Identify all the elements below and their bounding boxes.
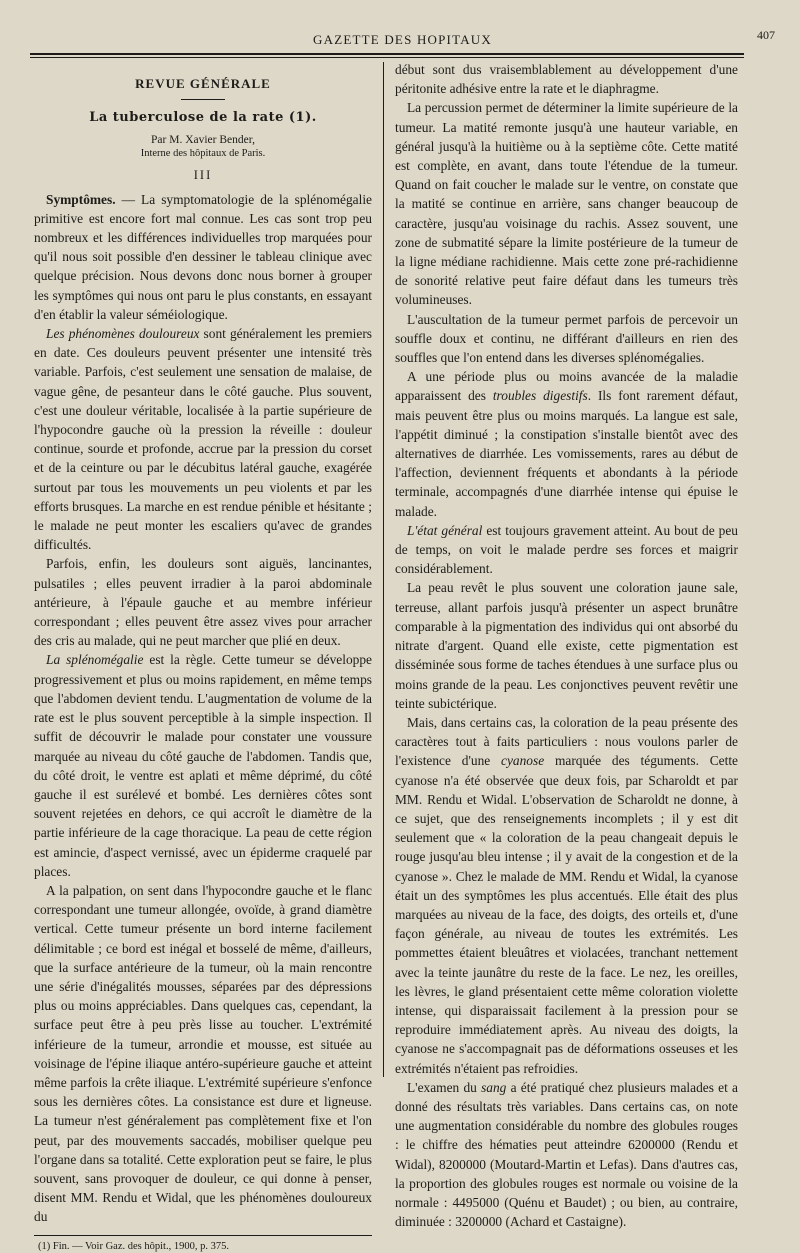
page-number: 407 bbox=[757, 28, 775, 42]
column-divider bbox=[383, 62, 384, 1077]
paragraph-text: est la règle. Cette tumeur se développe progressivement et plus ou moins rapidement, en même temps que l'abdomen devient tendu. L'augmentation de volume de la rate est le plus souvent perceptible à la simple inspection. Il suffit de découvrir le malade pour constater une voussure marquée au niveau du côté gauche de l'abdomen. Tandis que, du côté droit, le ventre est aplati et même déprimé, du côté gauche il est surélevé et bombé. Les dernières côtes sont souvent rejetées en dehors, ce qui accroît le diamètre de la partie inférieure de la cage thoracique. La peau de cette région est amincie, d'aspect vernissé, avec un épiderme craquelé par places. bbox=[34, 652, 373, 879]
paragraph-symptomes bbox=[34, 190, 372, 324]
footnote-rule bbox=[34, 1235, 372, 1236]
article-title bbox=[34, 108, 372, 127]
paragraph-text: L'examen du bbox=[407, 1079, 482, 1095]
paragraph-etat-general bbox=[395, 521, 738, 579]
right-column bbox=[395, 60, 738, 1231]
footnote: (1) Fin. — Voir Gaz. des hôpit., 1900, p. 375. bbox=[38, 1240, 229, 1252]
paragraph-peau: La peau revêt le plus souvent une coloration jaune sale, terreuse, allant parfois jusqu'à présenter un aspect brunâtre comparable à la pigmentation des individus qui ont absorbé du nitrate d'argent. Quand elle existe, cette pigmentation est disséminée sous forme de taches étendues à une surface plus ou moins grande de la peau. Les conjonctives peuvent revêtir une teinte subictérique. bbox=[395, 580, 738, 711]
article-title-text: La tuberculose de la rate bbox=[89, 110, 284, 126]
paragraph-text: a été pratiqué chez plusieurs malades et a donné des résultats très variables. Dans certains cas, on note une augmentation considérable du nombre des globules rouges : le chiffre des hématies peut atteindre 6200000 (Rendu et Widal), 8200000 (Moutard-Martin et Lefas). Dans d'autres cas, la proportion des globules rouges est normale ou voisine de la normale : 4495000 (Quénu et Baudet) ; ou bien, au contraire, diminuée : 3200000 (Achard et Castaigne). bbox=[395, 1079, 738, 1230]
left-column bbox=[34, 60, 372, 1253]
running-title: GAZETTE DES HOPITAUX bbox=[313, 32, 492, 47]
paragraph-sang bbox=[395, 1078, 738, 1232]
paragraph-text: A une période plus ou moins avancée de la maladie apparaissent des bbox=[395, 369, 738, 404]
paragraph-text: marquée des téguments. Cette cyanose n'a été observée que deux fois, par Scharoldt et par MM. Rendu et Widal. L'observation de Scharoldt ne donne, à ce sujet, que des renseignements incomplets ; il y est dit seulement que « la coloration de la peau changeait depuis le rouge jusqu'au bleu intense ; il y avait de la congestion et de la cyanose ». Chez le malade de MM. Rendu et Widal, la cyanose était un des symptômes les plus accentués. Elle était des plus marquées au niveau de la face, des doigts, des orteils et, d'une façon générale, au niveau de toutes les extrémités. Les pommettes étaient bleuâtres et violacées, tranchant nettement avec la teinte jaunâtre du reste de la face. Le nez, les oreilles, les lèvres, le gland présentaient cette même coloration violette intense, qui disparaissait facilement à la pression pour se reproduire immédiatement après. Au niveau des doigts, la cyanose ne s'accompagnait pas de déformations osseuses et les extrémités n'étaient pas refroidies. bbox=[395, 753, 738, 1076]
paragraph-splenomegalie bbox=[34, 650, 372, 880]
running-head bbox=[30, 30, 775, 50]
header-rule-top bbox=[30, 53, 744, 55]
emphasis-text: cyanose bbox=[501, 753, 545, 769]
paragraph-text: — La symptomatologie de la splénomégalie primitive est encore fort mal connue. Les cas sont trop peu nombreux et les différences individuelles trop marquées pour qu'il nous soit possible d'en dessiner le tableau clinique avec quelque précision. Nous devons donc nous borner à grouper les symptômes qui nous ont paru le plus constants, en essayant d'en établir la valeur séméiologique. bbox=[34, 191, 372, 322]
paragraph-text: . Ils font rarement défaut, mais peuvent être plus ou moins marqués. La langue est sale, l'appétit diminué ; la constipation s'installe bientôt avec des alternatives de diarrhée. Les vomissements, rares au début de l'affection, deviennent fréquents et abondants à la période terminale, accompagnés d'une diarrhée intense qui épuise le malade. bbox=[395, 388, 738, 519]
emphasis-text: sang bbox=[481, 1079, 507, 1095]
author-line: Par M. Xavier Bender, bbox=[151, 134, 255, 147]
emphasis-text: Les phénomènes douloureux bbox=[46, 326, 200, 342]
paragraph-percussion: La percussion permet de déterminer la limite supérieure de la tumeur. La matité remonte jusqu'à une hauteur variable, en général jusqu'à la huitième ou à la septième côte. Cette matité est complète, en avant, dans toute l'étendue de la tumeur. Quand on fait coucher le malade sur le ventre, on constate que la matité se continue en arrière, sans changer beaucoup de caractère, jusqu'au voisinage du rachis. Assez souvent, une zone de submatité sépare la limite postérieure de la tumeur de la ligne médiane rachidienne. Mais cette zone pré-rachidienne de sonorité relative peut faire défaut dans les tumeurs très volumineuses. bbox=[395, 100, 738, 308]
paragraph-continuation: début sont dus vraisemblablement au développement d'une péritonite adhésive entre la rate et le diaphragme. bbox=[395, 62, 738, 97]
paragraph-cyanose bbox=[395, 713, 738, 1078]
paragraph-douleurs-aigues: Parfois, enfin, les douleurs sont aiguës, lancinantes, pulsatiles ; elles peuvent irradier à la paroi abdominale antérieure, à l'épaule gauche et au membre inférieur correspondant ; elles peuvent être assez vives pour arracher des cris au malade, qui ne peut marcher que plié en deux. bbox=[34, 556, 372, 649]
part-number: III bbox=[193, 168, 213, 183]
paragraph-text: sont généralement les premiers en date. Ces douleurs peuvent présenter une intensité très variable. Parfois, c'est seulement une sensation de malaise, de vague gêne, de pesanteur dans le côté gauche. Plus souvent, c'est une douleur véritable, localisée à la partie supérieure de l'hypocondre gauche où la pression la réveille : douleur continue, sourde et profonde, accrue par la pression du corset et de la ceinture ou par le décubitus latéral gauche, exagérée surtout par tous les mouvements un peu violents et par les efforts brusques. La marche en est rendue pénible et hésitante ; le malade ne peut monter les escaliers qu'avec de grandes difficultés. bbox=[34, 326, 372, 553]
lead-word: Symptômes. bbox=[46, 191, 116, 207]
section-heading: REVUE GÉNÉRALE bbox=[135, 76, 271, 91]
paragraph-auscultation: L'auscultation de la tumeur permet parfois de percevoir un souffle doux et continu, ne différant d'ailleurs en rien des souffles que l'on entend dans les diverses splénomégalies. bbox=[395, 311, 738, 366]
paragraph-palpation: A la palpation, on sent dans l'hypocondre gauche et le flanc correspondant une tumeur allongée, ovoïde, à grand diamètre vertical. Cette tumeur présente un bord interne facilement délimitable ; ce bord est inégal et bosselé de même, d'ailleurs, que la surface antérieure de la tumeur, où la main rencontre une série d'inégalités mousses, séparées par des dépressions plus ou moins appréciables. Dans quelques cas, cependant, la surface peut être à peu près lisse au toucher. L'extrémité inférieure de la tumeur, arrondie et mousse, est située au voisinage de l'épine iliaque antéro-supérieure gauche et atteint même parfois la crête iliaque. L'extrémité supérieure s'enfonce sous les dernières côtes. La consistance est dure et ligneuse. La tumeur n'est généralement pas complètement fixe et l'on peut, par des mouvements saccadés, mobiliser quelque peu l'organe dans sa totalité. Cette exploration peut se faire, le plus souvent, sans provoquer de douleur, ce qui donne à penser, disent MM. Rendu et Widal, que les phénomènes douloureux du bbox=[34, 882, 372, 1225]
header-rule-bottom bbox=[30, 57, 744, 58]
paragraph-text: est toujours gravement atteint. Au bout de peu de temps, on voit le malade perdre ses forces et maigrir considérablement. bbox=[395, 522, 738, 577]
footnote-mark: (1). bbox=[288, 110, 317, 126]
paragraph-douleurs bbox=[34, 324, 372, 554]
author-affiliation: Interne des hôpitaux de Paris. bbox=[140, 148, 266, 160]
paragraph-text: Mais, dans certains cas, la coloration de la peau présente des caractères tout à faits particuliers : nous voulons parler de l'existence d'une bbox=[395, 714, 738, 769]
emphasis-text: troubles digestifs bbox=[492, 388, 588, 404]
emphasis-text: La splénomégalie bbox=[46, 652, 144, 668]
emphasis-text: L'état général bbox=[407, 522, 483, 538]
paragraph-troubles-digestifs bbox=[395, 367, 738, 521]
section-rule bbox=[181, 99, 225, 100]
